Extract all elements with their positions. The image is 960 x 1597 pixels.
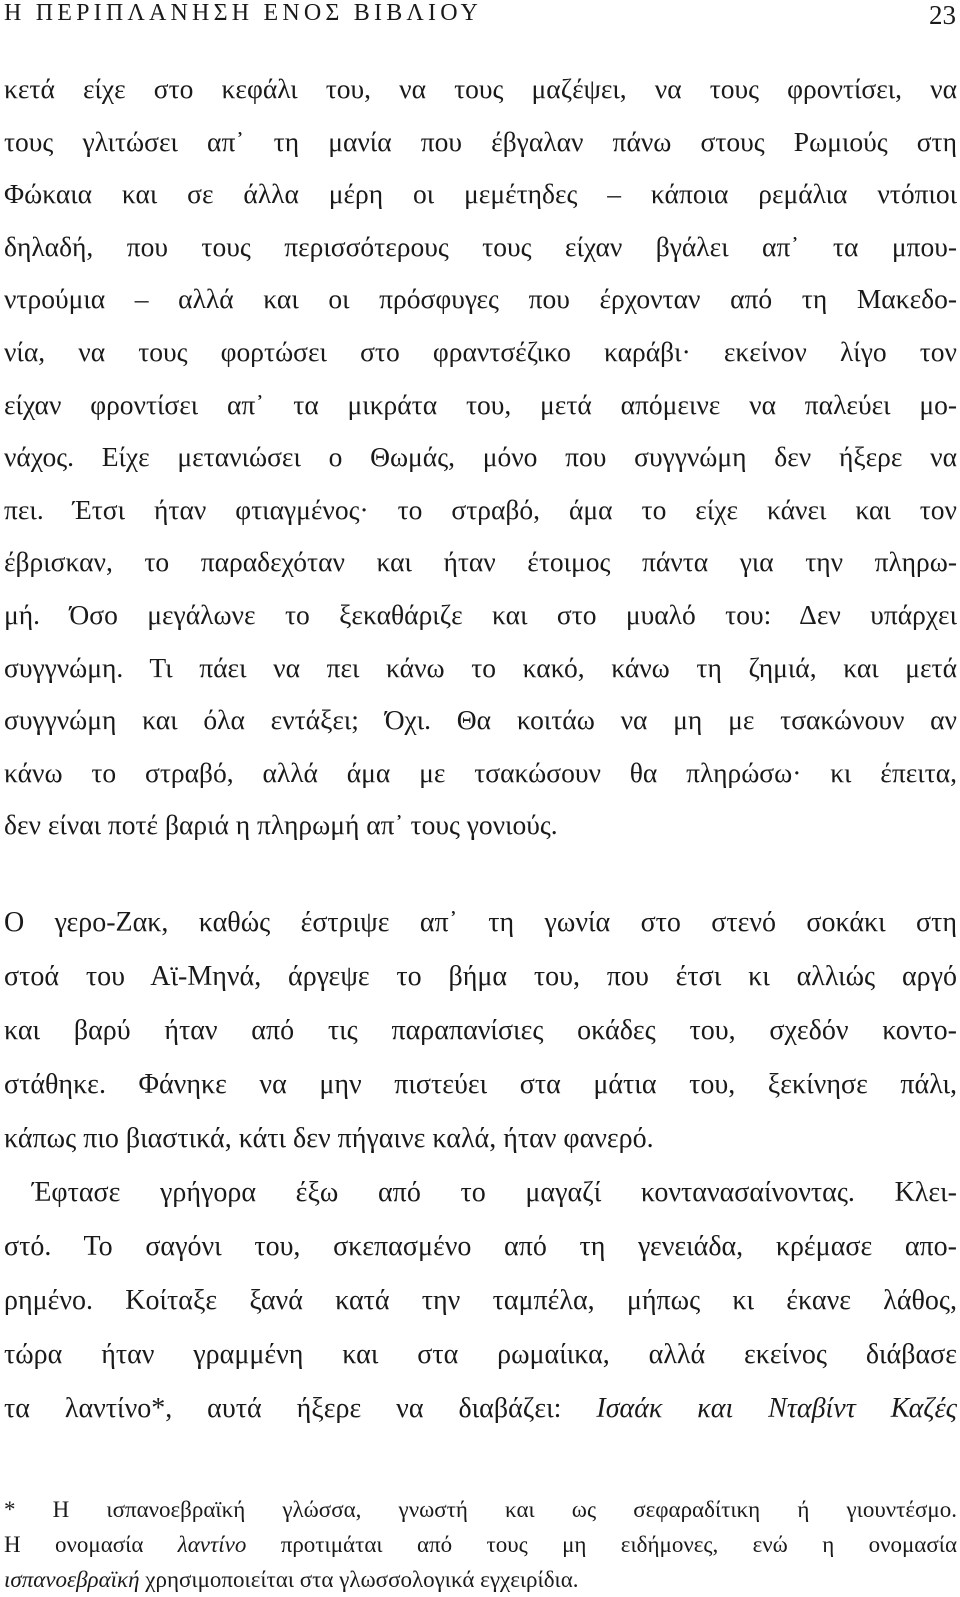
footnote: [4, 1492, 957, 1597]
text-line: δεν είναι ποτέ βαριά η πληρωμή απ᾽ τους γονιούς.: [4, 809, 558, 841]
text-line: τους γλιτώσει απ᾽ τη μανία που έβγαλαν πάνω στους Ρωμιούς στη: [4, 125, 957, 157]
footnote-italic: ισπανοεβραϊκή: [4, 1567, 140, 1592]
text-line: τώρα ήταν γραμμένη και στα ρωμαίικα, αλλά εκείνος διάβασε: [4, 1339, 957, 1370]
text-line: Ο γερο-Ζακ, καθώς έστριψε απ᾽ τη γωνία στο στενό σοκάκι στη: [4, 907, 957, 938]
text-line: Φώκαια και σε άλλα μέρη οι μεμέτηδες – κάποια ρεμάλια ντόπιοι: [4, 178, 957, 210]
footnote-line: [4, 1527, 957, 1562]
text-line: συγγνώμη και όλα εντάξει; Όχι. Θα κοιτάω να μη με τσακώνουν αν: [4, 704, 957, 736]
footnote-text: προτιμάται από τους μη ειδήμονες, ενώ η ονομασία: [246, 1532, 957, 1557]
text-line: κάπως πιο βιαστικά, κάτι δεν πήγαινε καλά, ήταν φανερό.: [4, 1123, 654, 1154]
text-line: πει. Έτσι ήταν φτιαγμένος· το στραβό, άμα το είχε κάνει και τον: [4, 493, 957, 525]
text-line: μή. Όσο μεγάλωνε το ξεκαθάριζε και στο μυαλό του: Δεν υπάρχει: [4, 598, 957, 630]
footnote-line: * Η ισπανοεβραϊκή γλώσσα, γνωστή και ως σεφαραδίτικη ή γιουντέσμο.: [4, 1497, 957, 1522]
footnote-text: χρησιμοποιείται στα γλωσσολογικά εγχειρίδια.: [139, 1567, 579, 1592]
running-header: [4, 0, 956, 40]
text-line: ρημένο. Κοίταξε ξανά κατά την ταμπέλα, μήπως κι έκανε λάθος,: [4, 1285, 957, 1316]
text-line: στάθηκε. Φάνηκε να μην πιστεύει στα μάτια του, ξεκίνησε πάλι,: [4, 1069, 957, 1100]
italic-name: Ισαάκ και Νταβίντ Καζές: [596, 1393, 958, 1424]
text-line: Έφτασε γρήγορα έξω από το μαγαζί κοντανασαίνοντας. Κλει-: [32, 1177, 957, 1208]
text-line: στοά του Αϊ-Μηνά, άργεψε το βήμα του, που έτσι κι αλλιώς αργό: [4, 961, 957, 992]
text-line: είχαν φροντίσει απ᾽ τα μικράτα του, μετά απόμεινε να παλεύει μο-: [4, 388, 957, 420]
running-title: Η ΠΕΡΙΠΛΑΝΗΣΗ ΕΝΟΣ ΒΙΒΛΙΟΥ: [4, 0, 483, 26]
text-line: και βαρύ ήταν από τις παραπανίσιες οκάδες του, σχεδόν κοντο-: [4, 1015, 957, 1046]
text-line: έβρισκαν, το παραδεχόταν και ήταν έτοιμος πάντα για την πληρω-: [4, 546, 957, 578]
footnote-italic: λαντίνο: [177, 1532, 247, 1557]
text-line: συγγνώμη. Τι πάει να πει κάνω το κακό, κάνω τη ζημιά, και μετά: [4, 651, 957, 683]
text-line: νάχος. Είχε μετανιώσει ο Θωμάς, μόνο που συγγνώμη δεν ήξερε να: [4, 441, 957, 473]
line-text: τα λαντίνο*, αυτά ήξερε να διαβάζει:: [4, 1393, 597, 1424]
footnote-line: [4, 1562, 957, 1597]
paragraph-1: [4, 63, 957, 852]
paragraph-2: [4, 896, 957, 1436]
text-line: ντρούμια – αλλά και οι πρόσφυγες που έρχονταν από τη Μακεδο-: [4, 283, 957, 315]
text-line: κετά είχε στο κεφάλι του, να τους μαζέψει, να τους φροντίσει, να: [4, 73, 957, 104]
text-line: δηλαδή, που τους περισσότερους τους είχαν βγάλει απ᾽ τα μπου-: [4, 230, 957, 262]
text-line-last: [4, 1382, 957, 1436]
footnote-text: Η ονομασία: [4, 1532, 178, 1557]
text-line: στό. Το σαγόνι του, σκεπασμένο από τη γενειάδα, κρέμασε απο-: [4, 1231, 957, 1262]
text-line: κάνω το στραβό, αλλά άμα με τσακώσουν θα πληρώσω· κι έπειτα,: [4, 756, 957, 788]
text-line: νία, να τους φορτώσει στο φραντσέζικο καράβι· εκείνον λίγο τον: [4, 335, 957, 367]
page-number: 23: [929, 0, 956, 30]
